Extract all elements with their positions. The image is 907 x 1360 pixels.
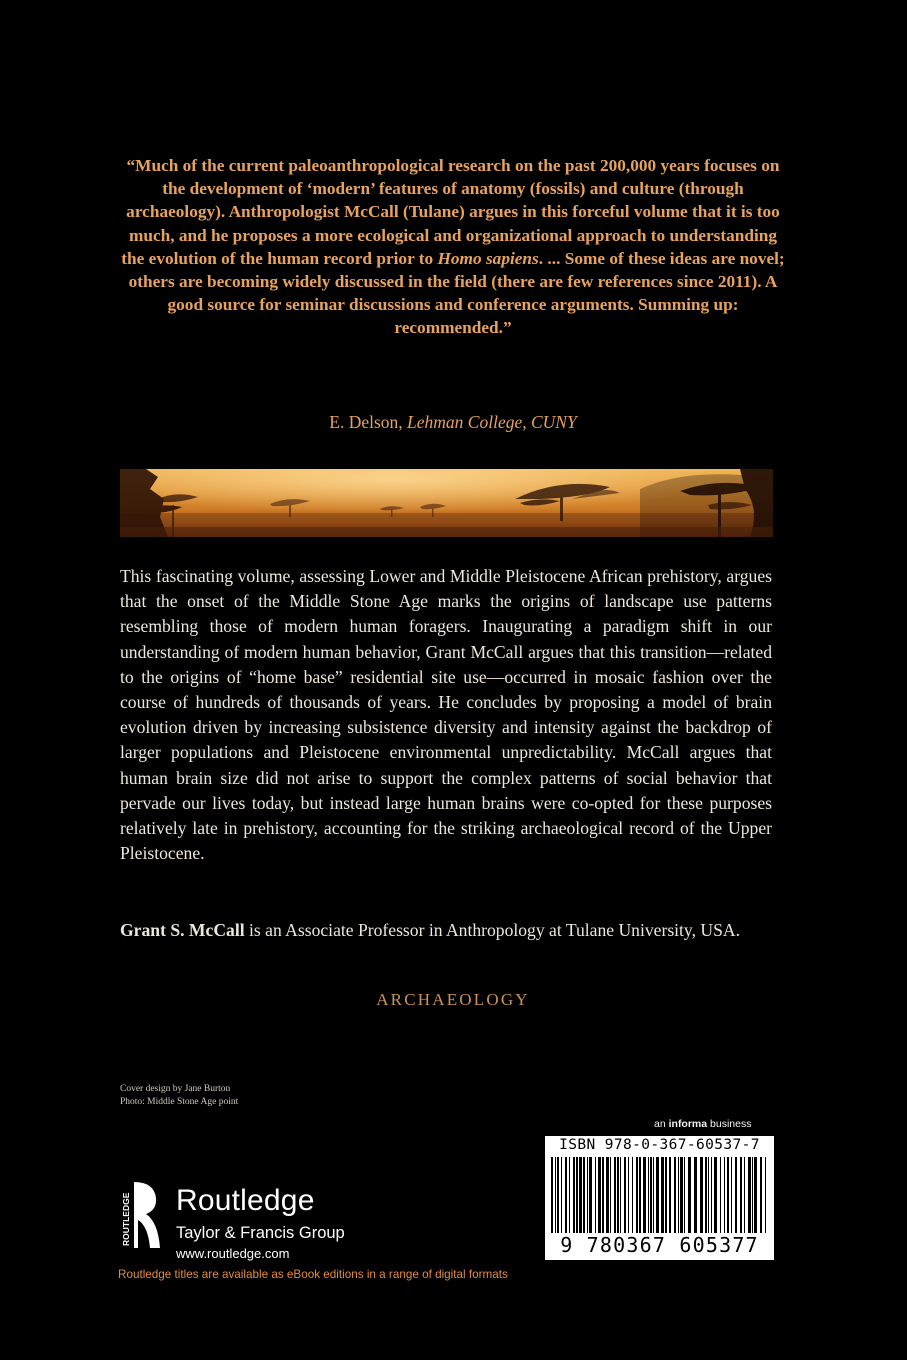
cover-credits [120, 1083, 238, 1108]
ebook-note: Routledge titles are available as eBook editions in a range of digital formats [118, 1268, 508, 1281]
publisher-name: Routledge [176, 1184, 315, 1217]
photo-credit: Photo: Middle Stone Age point [120, 1096, 239, 1107]
publisher-group: Taylor & Francis Group [176, 1224, 345, 1242]
review-text-italic: Homo sapiens [437, 248, 539, 268]
informa-tagline [654, 1118, 751, 1130]
routledge-mark-icon [120, 1180, 162, 1250]
review-text-part1: “Much of the current paleoanthropological research on the past 200,000 years focuses on the development of ‘modern’ features of anatomy (fossils) and culture (through archaeology). Anthropologist McCall (Tulane) argues in this forceful volume that it is too much, and he proposes a more ecological and organizational approach to understanding the evolution of the human record prior to [121, 156, 780, 268]
review-attribution [120, 412, 786, 433]
review-institution: Lehman College, CUNY [407, 412, 577, 432]
informa-prefix: an [654, 1118, 669, 1130]
routledge-vertical-text: ROUTLEDGE [121, 1192, 131, 1246]
review-quote [120, 154, 786, 340]
informa-brand: informa [668, 1118, 708, 1130]
subject-category: ARCHAEOLOGY [376, 990, 530, 1009]
author-name: Grant S. McCall [120, 920, 245, 940]
isbn-label: ISBN 978-0-367-60537-7 [559, 1137, 760, 1153]
publisher-url: www.routledge.com [176, 1246, 290, 1261]
savanna-banner-image [120, 469, 773, 537]
barcode-icon [549, 1157, 770, 1233]
review-text-part2: . ... Some of these ideas are novel; others are becoming widely discussed in the field (there are few references since 2011). A good source for seminar discussions and conference arguments. Summing up: recommended.” [128, 248, 785, 338]
review-author: E. Delson, [329, 412, 408, 432]
book-description: This fascinating volume, assessing Lower and Middle Pleistocene African prehistory, argues that the onset of the Middle Stone Age marks the origins of landscape use patterns resembling those of modern human foragers. Inaugurating a paradigm shift in our understanding of modern human behavior, Grant McCall argues that this transition—related to the origins of “home base” residential site use—occurred in mosaic fashion over the course of hundreds of thousands of years. He concludes by proposing a model of brain evolution driven by increasing subsistence diversity and intensity against the backdrop of larger populations and Pleistocene environmental unpredictability. McCall argues that human brain size did not arise to support the complex patterns of social behavior that pervade our lives today, but instead large human brains were co-opted for these purposes relatively late in prehistory, accounting for the striking archaeological record of the Upper Pleistocene. [120, 566, 772, 864]
barcode-digits: 9 780367 605377 [560, 1233, 759, 1257]
isbn-barcode-box [545, 1136, 774, 1260]
author-bio-text: is an Associate Professor in Anthropology at Tulane University, USA. [244, 920, 740, 940]
author-bio [120, 918, 772, 943]
informa-suffix: business [707, 1118, 752, 1130]
cover-design-credit: Cover design by Jane Burton [120, 1084, 231, 1094]
